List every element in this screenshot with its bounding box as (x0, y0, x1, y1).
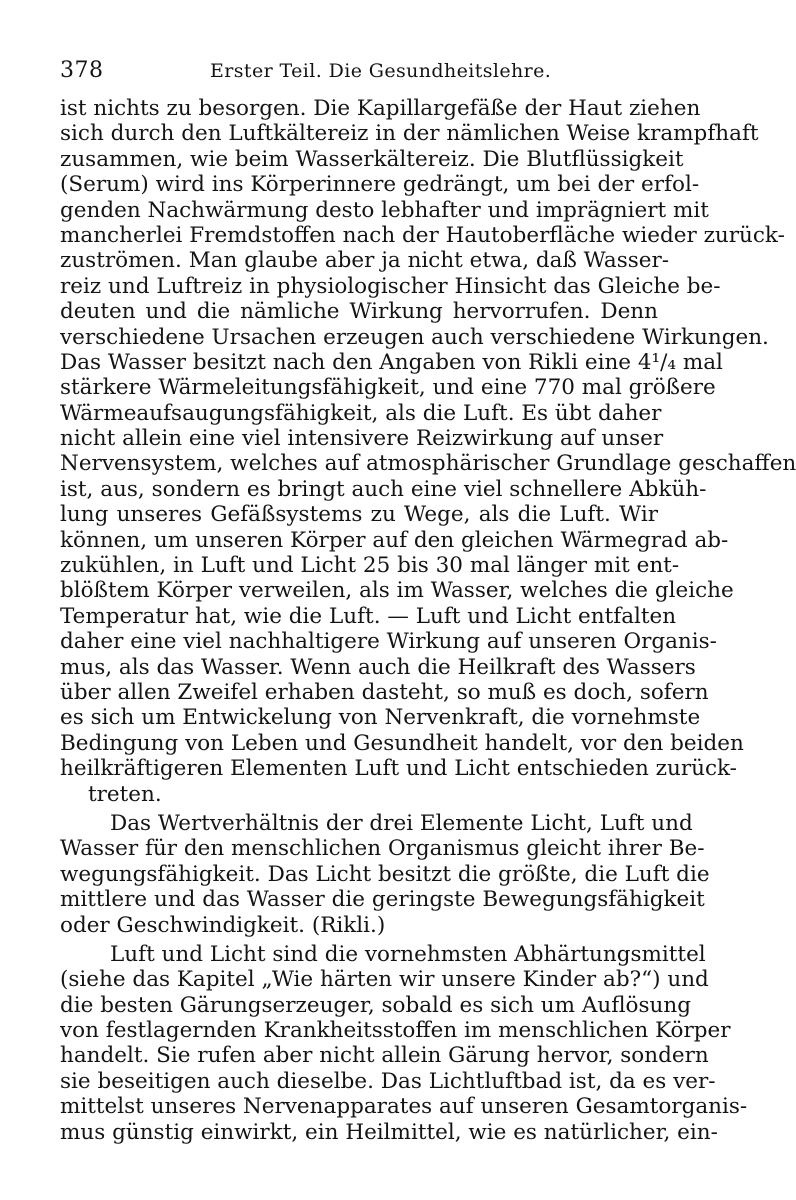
text-line: Wärmeaufsaugungsfähigkeit, als die Luft. Es übt daher (60, 400, 662, 426)
text-line: ist, aus, sondern es bringt auch eine viel schnellere Abküh- (60, 476, 707, 502)
text-line: stärkere Wärmeleitungsfähigkeit, und eine 770 mal größere (60, 375, 716, 401)
text-line: Temperatur hat, wie die Luft. — Luft und Licht entfalten (60, 603, 677, 629)
text-line: Wasser für den menschlichen Organismus gleicht ihrer Be- (60, 836, 705, 862)
text-line: nicht allein eine viel intensivere Reizwirkung auf unser (60, 426, 664, 452)
text-line: genden Nachwärmung desto lebhafter und imprägniert mit (60, 197, 709, 223)
text-line: daher eine viel nachhaltigere Wirkung auf unseren Organis- (60, 629, 717, 655)
text-line: können, um unseren Körper auf den gleichen Wärmegrad ab- (60, 527, 729, 553)
text-line: Luft und Licht sind die vornehmsten Abhärtungsmittel (110, 941, 706, 967)
text-line: (Serum) wird ins Körperinnere gedrängt, um bei der erfol- (60, 172, 700, 198)
text-line: es sich um Entwickelung von Nervenkraft, die vornehmste (60, 705, 701, 731)
text-line: lung unseres Gefäßsystems zu Wege, als die Luft. Wir (60, 502, 658, 528)
running-head: Erster Teil. Die Gesundheitslehre. (210, 60, 552, 82)
text-line: zuströmen. Man glaube aber ja nicht etwa, daß Wasser- (60, 248, 670, 274)
text-line: zukühlen, in Luft und Licht 25 bis 30 mal länger mit ent- (60, 553, 680, 579)
text-line: blößtem Körper verweilen, als im Wasser, welches die gleiche (60, 578, 734, 604)
text-line: ist nichts zu besorgen. Die Kapillargefäße der Haut ziehen (60, 96, 701, 121)
text-line: Nervensystem, welches auf atmosphärischer Grundlage geschaffen (60, 451, 796, 477)
page-number: 378 (60, 58, 104, 83)
text-line: Das Wasser besitzt nach den Angaben von Rikli eine 4¹/₄ mal (60, 349, 723, 375)
text-line: mus günstig einwirkt, ein Heilmittel, wie es natürlicher, ein- (60, 1119, 718, 1145)
page-header (60, 58, 658, 90)
text-line: sie beseitigen auch dieselbe. Das Lichtluftbad ist, da es ver- (60, 1068, 716, 1094)
text-line: die besten Gärungserzeuger, sobald es sich um Auflösung (60, 992, 691, 1018)
paragraph-3 (60, 941, 748, 1145)
text-line: sich durch den Luftkältereiz in der nämlichen Weise krampfhaft (60, 121, 759, 147)
text-line: heilkräftigeren Elementen Luft und Licht entschieden zurück- (60, 756, 737, 782)
text-line: Bedingung von Leben und Gesundheit handelt, vor den beiden (60, 730, 744, 756)
text-line: verschiedene Ursachen erzeugen auch verschiedene Wirkungen. (60, 324, 769, 350)
text-line: treten. (88, 781, 162, 807)
text-line: mancherlei Fremdstoffen nach der Hautoberfläche wieder zurück- (60, 222, 785, 248)
text-line: handelt. Sie rufen aber nicht allein Gärung hervor, sondern (60, 1043, 709, 1069)
text-line: mus, als das Wasser. Wenn auch die Heilkraft des Wassers (60, 654, 696, 680)
text-line: deuten und die nämliche Wirkung hervorrufen. Denn (60, 299, 658, 325)
paragraph-2 (60, 810, 710, 938)
text-line: von festlagernden Krankheitsstoffen im menschlichen Körper (60, 1018, 731, 1044)
text-line: mittlere und das Wasser die geringste Bewegungsfähigkeit (60, 887, 705, 913)
paragraph-1 (60, 96, 796, 807)
body-text (60, 96, 796, 1145)
text-line: mittelst unseres Nervenapparates auf unseren Gesamtorganis- (60, 1094, 748, 1120)
text-line: oder Geschwindigkeit. (Rikli.) (60, 912, 386, 938)
text-line: reiz und Luftreiz in physiologischer Hinsicht das Gleiche be- (60, 273, 721, 299)
text-line: Das Wertverhältnis der drei Elemente Licht, Luft und (110, 810, 693, 836)
text-line: (siehe das Kapitel „Wie härten wir unsere Kinder ab?“) und (60, 967, 709, 993)
text-line: über allen Zweifel erhaben dasteht, so muß es doch, sofern (60, 679, 709, 705)
text-line: zusammen, wie beim Wasserkältereiz. Die Blutflüssigkeit (60, 146, 684, 172)
text-line: wegungsfähigkeit. Das Licht besitzt die größte, die Luft die (60, 861, 710, 887)
